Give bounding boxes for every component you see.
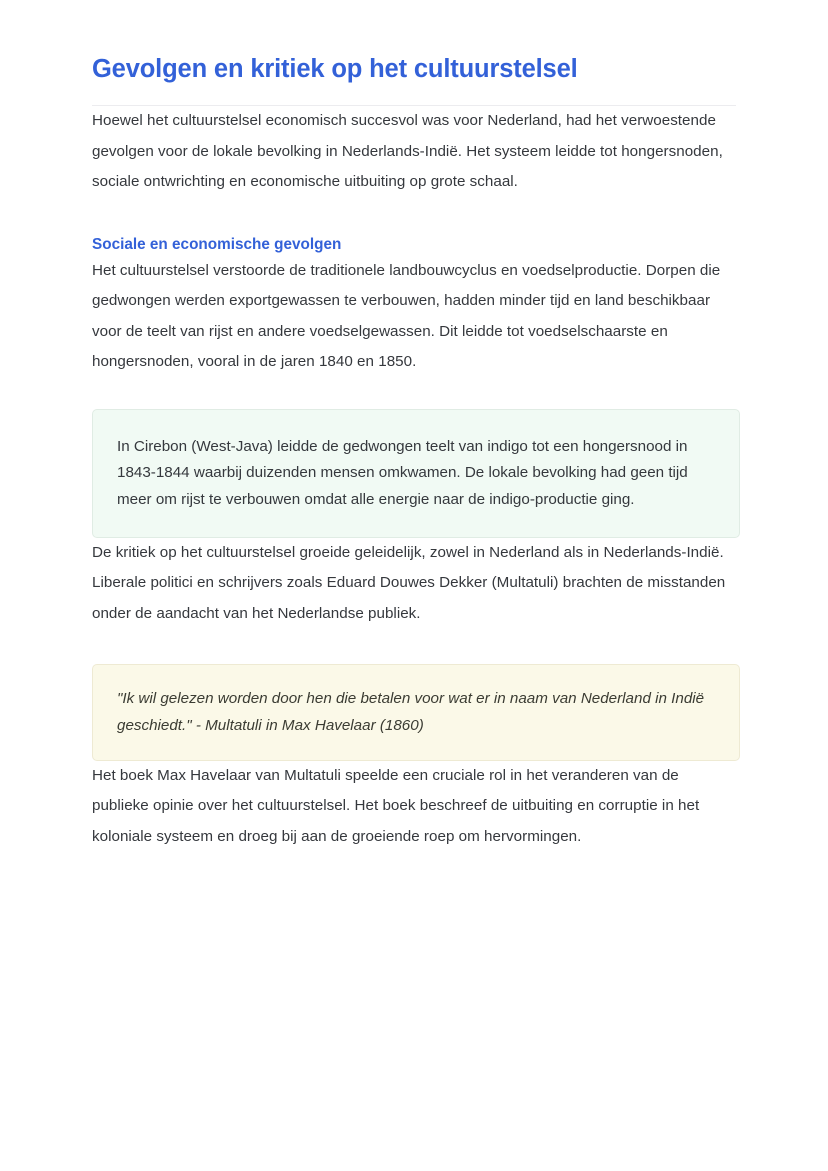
quote-text: "Ik wil gelezen worden door hen die betalen voor wat er in naam van Nederland in Indië geschiedt." - Multatuli in Max Havelaar (1860) (117, 690, 705, 735)
callout-box-quote (92, 664, 740, 761)
page-title: Gevolgen en kritiek op het cultuurstelsel (92, 55, 578, 83)
intro-paragraph: Hoewel het cultuurstelsel economisch succesvol was voor Nederland, had het verwoestende gevolgen voor de lokale bevolking in Nederlands-Indië. Het systeem leidde tot hongersnoden, sociale ontwrichting en economische uitbuiting op grote schaal. (92, 112, 723, 190)
callout-box-example (92, 409, 740, 538)
body-paragraph-criticism: De kritiek op het cultuurstelsel groeide geleidelijk, zowel in Nederland als in Nederlands-Indië. Liberale politici en schrijvers zoals Eduard Douwes Dekker (Multatuli) brachten de misstanden onder de aandacht van het Nederlandse publiek. (92, 543, 726, 622)
callout-example-text: In Cirebon (West-Java) leidde de gedwongen teelt van indigo tot een hongersnood in 1843-1844 waarbij duizenden mensen omkwamen. De lokale bevolking had geen tijd meer om rijst te verbouwen omdat alle energie naar de indigo-productie ging. (117, 437, 688, 509)
body-paragraph-max-havelaar: Het boek Max Havelaar van Multatuli speelde een cruciale rol in het veranderen van de publieke opinie over het cultuurstelsel. Het boek beschreef de uitbuiting en corruptie in het koloniale systeem en droeg bij aan de groeiende roep om hervormingen. (92, 766, 700, 845)
section-heading-social-economic: Sociale en economische gevolgen (92, 235, 342, 253)
body-paragraph-agriculture: Het cultuurstelsel verstoorde de traditionele landbouwcyclus en voedselproductie. Dorpen die gedwongen werden exportgewassen te verbouwen, hadden minder tijd en land beschikbaar voor de teelt van rijst en andere voedselgewassen. Dit leidde tot voedselschaarste en hongersnoden, vooral in de jaren 1840 en 1850. (92, 261, 721, 370)
